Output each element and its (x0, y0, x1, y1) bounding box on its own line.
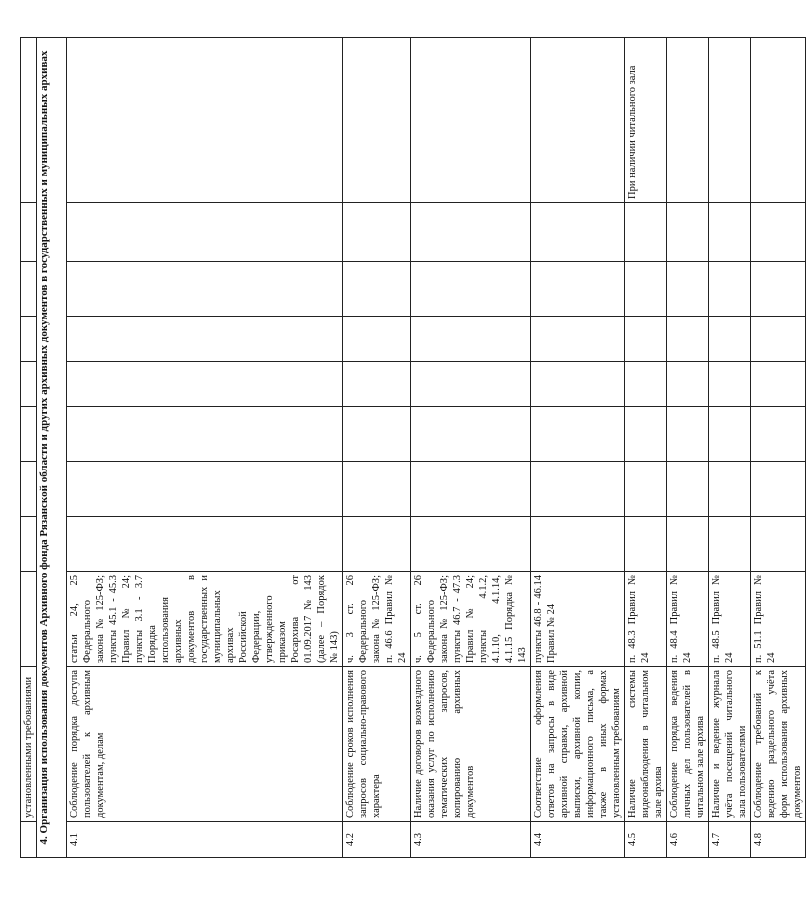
note-cell (751, 38, 806, 203)
empty-cell (343, 317, 411, 362)
empty-cell (667, 362, 709, 407)
empty-cell (531, 362, 625, 407)
empty-cell (343, 407, 411, 462)
legal-basis-cell: статьи 24, 25 Федерального закона № 125-ФЗ; пункты 45.1 - 45.3 Правил № 24; пункты 3.1 - 3.7 Порядка использования архивных документов в государственных и муниципальных архивах Российской Федерации, утвержденного приказом Росархива от 01.09.2017 № 143 (далее – Порядок № 143) (67, 572, 343, 667)
empty-cell (531, 462, 625, 517)
requirement-cell: Соблюдение порядка ведения личных дел пользователей в читальном зале архива (667, 667, 709, 822)
empty-cell (343, 517, 411, 572)
requirement-cell: Соблюдение сроков исполнения запросов социально-правового характера (343, 667, 411, 822)
legal-basis-cell: ч. 3 ст. 26 Федерального закона № 125-ФЗ; п. 46.6 Правил № 24 (343, 572, 411, 667)
empty-cell (667, 203, 709, 262)
row-number: 4.2 (343, 822, 411, 858)
empty-cell (343, 362, 411, 407)
legal-basis-cell: п. 48.5 Правил № 24 (709, 572, 751, 667)
empty-cell (751, 362, 806, 407)
empty-cell (709, 517, 751, 572)
empty-cell (667, 317, 709, 362)
legal-basis-cell: пункты 46.8 - 46.14 Правил № 24 (531, 572, 625, 667)
table-row (21, 38, 37, 858)
empty-cell (21, 362, 37, 407)
empty-cell (667, 262, 709, 317)
requirement-cell: Наличие и ведение журнала учёта посещений читального зала пользователями (709, 667, 751, 822)
row-number: 4.5 (625, 822, 667, 858)
empty-cell (21, 38, 37, 203)
empty-cell (21, 407, 37, 462)
table-row (67, 38, 343, 858)
table-row (343, 38, 411, 858)
table-row (625, 38, 667, 858)
requirement-cell: Соответствие оформления ответов на запросы в виде архивной справки, архивной выписки, архивной копии, информационного письма, а также в иных формах установленным требованиям (531, 667, 625, 822)
empty-cell (709, 462, 751, 517)
empty-cell (411, 517, 531, 572)
row-number: 4.8 (751, 822, 806, 858)
empty-cell (667, 517, 709, 572)
note-cell: При наличии читального зала (625, 38, 667, 203)
empty-cell (709, 407, 751, 462)
empty-cell (21, 822, 37, 858)
empty-cell (343, 262, 411, 317)
note-cell (411, 38, 531, 203)
empty-cell (751, 262, 806, 317)
empty-cell (411, 362, 531, 407)
empty-cell (531, 517, 625, 572)
empty-cell (411, 317, 531, 362)
empty-cell (343, 203, 411, 262)
section-title: 4. Организация использования документов Архивного фонда Рязанской области и других архивных документов в государственных и муниципальных архивах (37, 38, 67, 858)
empty-cell (751, 407, 806, 462)
note-cell (667, 38, 709, 203)
empty-cell (67, 362, 343, 407)
legal-basis-cell: п. 48.4 Правил № 24 (667, 572, 709, 667)
row-number: 4.7 (709, 822, 751, 858)
empty-cell (709, 203, 751, 262)
table-row (411, 38, 531, 858)
empty-cell (67, 262, 343, 317)
legal-basis-cell: п. 48.3 Правил № 24 (625, 572, 667, 667)
empty-cell (411, 407, 531, 462)
legal-basis-cell: ч. 5 ст. 26 Федерального закона № 125-ФЗ; пункты 46.7 - 47.3 Правил № 24; пункты 4.1.2, 4.1.10, 4.1.14, 4.1.15 Порядка № 143 (411, 572, 531, 667)
requirement-cell: Соблюдение требований к ведению раздельного учёта форм использования архивных документов (751, 667, 806, 822)
continuation-text: установленными требованиями (21, 667, 37, 822)
empty-cell (531, 203, 625, 262)
inspection-checklist-table (20, 37, 806, 858)
empty-cell (21, 517, 37, 572)
empty-cell (21, 262, 37, 317)
row-number: 4.6 (667, 822, 709, 858)
empty-cell (709, 262, 751, 317)
table-row (667, 38, 709, 858)
empty-cell (625, 203, 667, 262)
note-cell (709, 38, 751, 203)
note-cell (67, 38, 343, 203)
empty-cell (625, 362, 667, 407)
rotated-table-wrapper (20, 38, 803, 858)
row-number: 4.4 (531, 822, 625, 858)
empty-cell (67, 517, 343, 572)
table-row (751, 38, 806, 858)
empty-cell (67, 203, 343, 262)
empty-cell (625, 407, 667, 462)
empty-cell (625, 317, 667, 362)
empty-cell (21, 462, 37, 517)
requirement-cell: Соблюдение порядка доступа пользователей к архивным документам, делам (67, 667, 343, 822)
requirement-cell: Наличие системы видеонаблюдения в читальном зале архива (625, 667, 667, 822)
empty-cell (751, 317, 806, 362)
empty-cell (751, 462, 806, 517)
empty-cell (531, 407, 625, 462)
empty-cell (625, 462, 667, 517)
empty-cell (21, 572, 37, 667)
empty-cell (751, 203, 806, 262)
note-cell (531, 38, 625, 203)
row-number: 4.1 (67, 822, 343, 858)
empty-cell (625, 517, 667, 572)
empty-cell (625, 262, 667, 317)
empty-cell (751, 517, 806, 572)
row-number: 4.3 (411, 822, 531, 858)
empty-cell (67, 317, 343, 362)
empty-cell (343, 462, 411, 517)
empty-cell (709, 362, 751, 407)
empty-cell (411, 203, 531, 262)
note-cell (343, 38, 411, 203)
empty-cell (531, 317, 625, 362)
empty-cell (67, 407, 343, 462)
empty-cell (67, 462, 343, 517)
empty-cell (411, 462, 531, 517)
table-row (709, 38, 751, 858)
empty-cell (411, 262, 531, 317)
section-header-row (37, 38, 67, 858)
empty-cell (709, 317, 751, 362)
legal-basis-cell: п. 51.1 Правил № 24 (751, 572, 806, 667)
empty-cell (21, 203, 37, 262)
empty-cell (667, 407, 709, 462)
empty-cell (531, 262, 625, 317)
empty-cell (667, 462, 709, 517)
table-row (531, 38, 625, 858)
empty-cell (21, 317, 37, 362)
requirement-cell: Наличие договоров возмездного оказания услуг по исполнению тематических запросов, копированию архивных документов (411, 667, 531, 822)
